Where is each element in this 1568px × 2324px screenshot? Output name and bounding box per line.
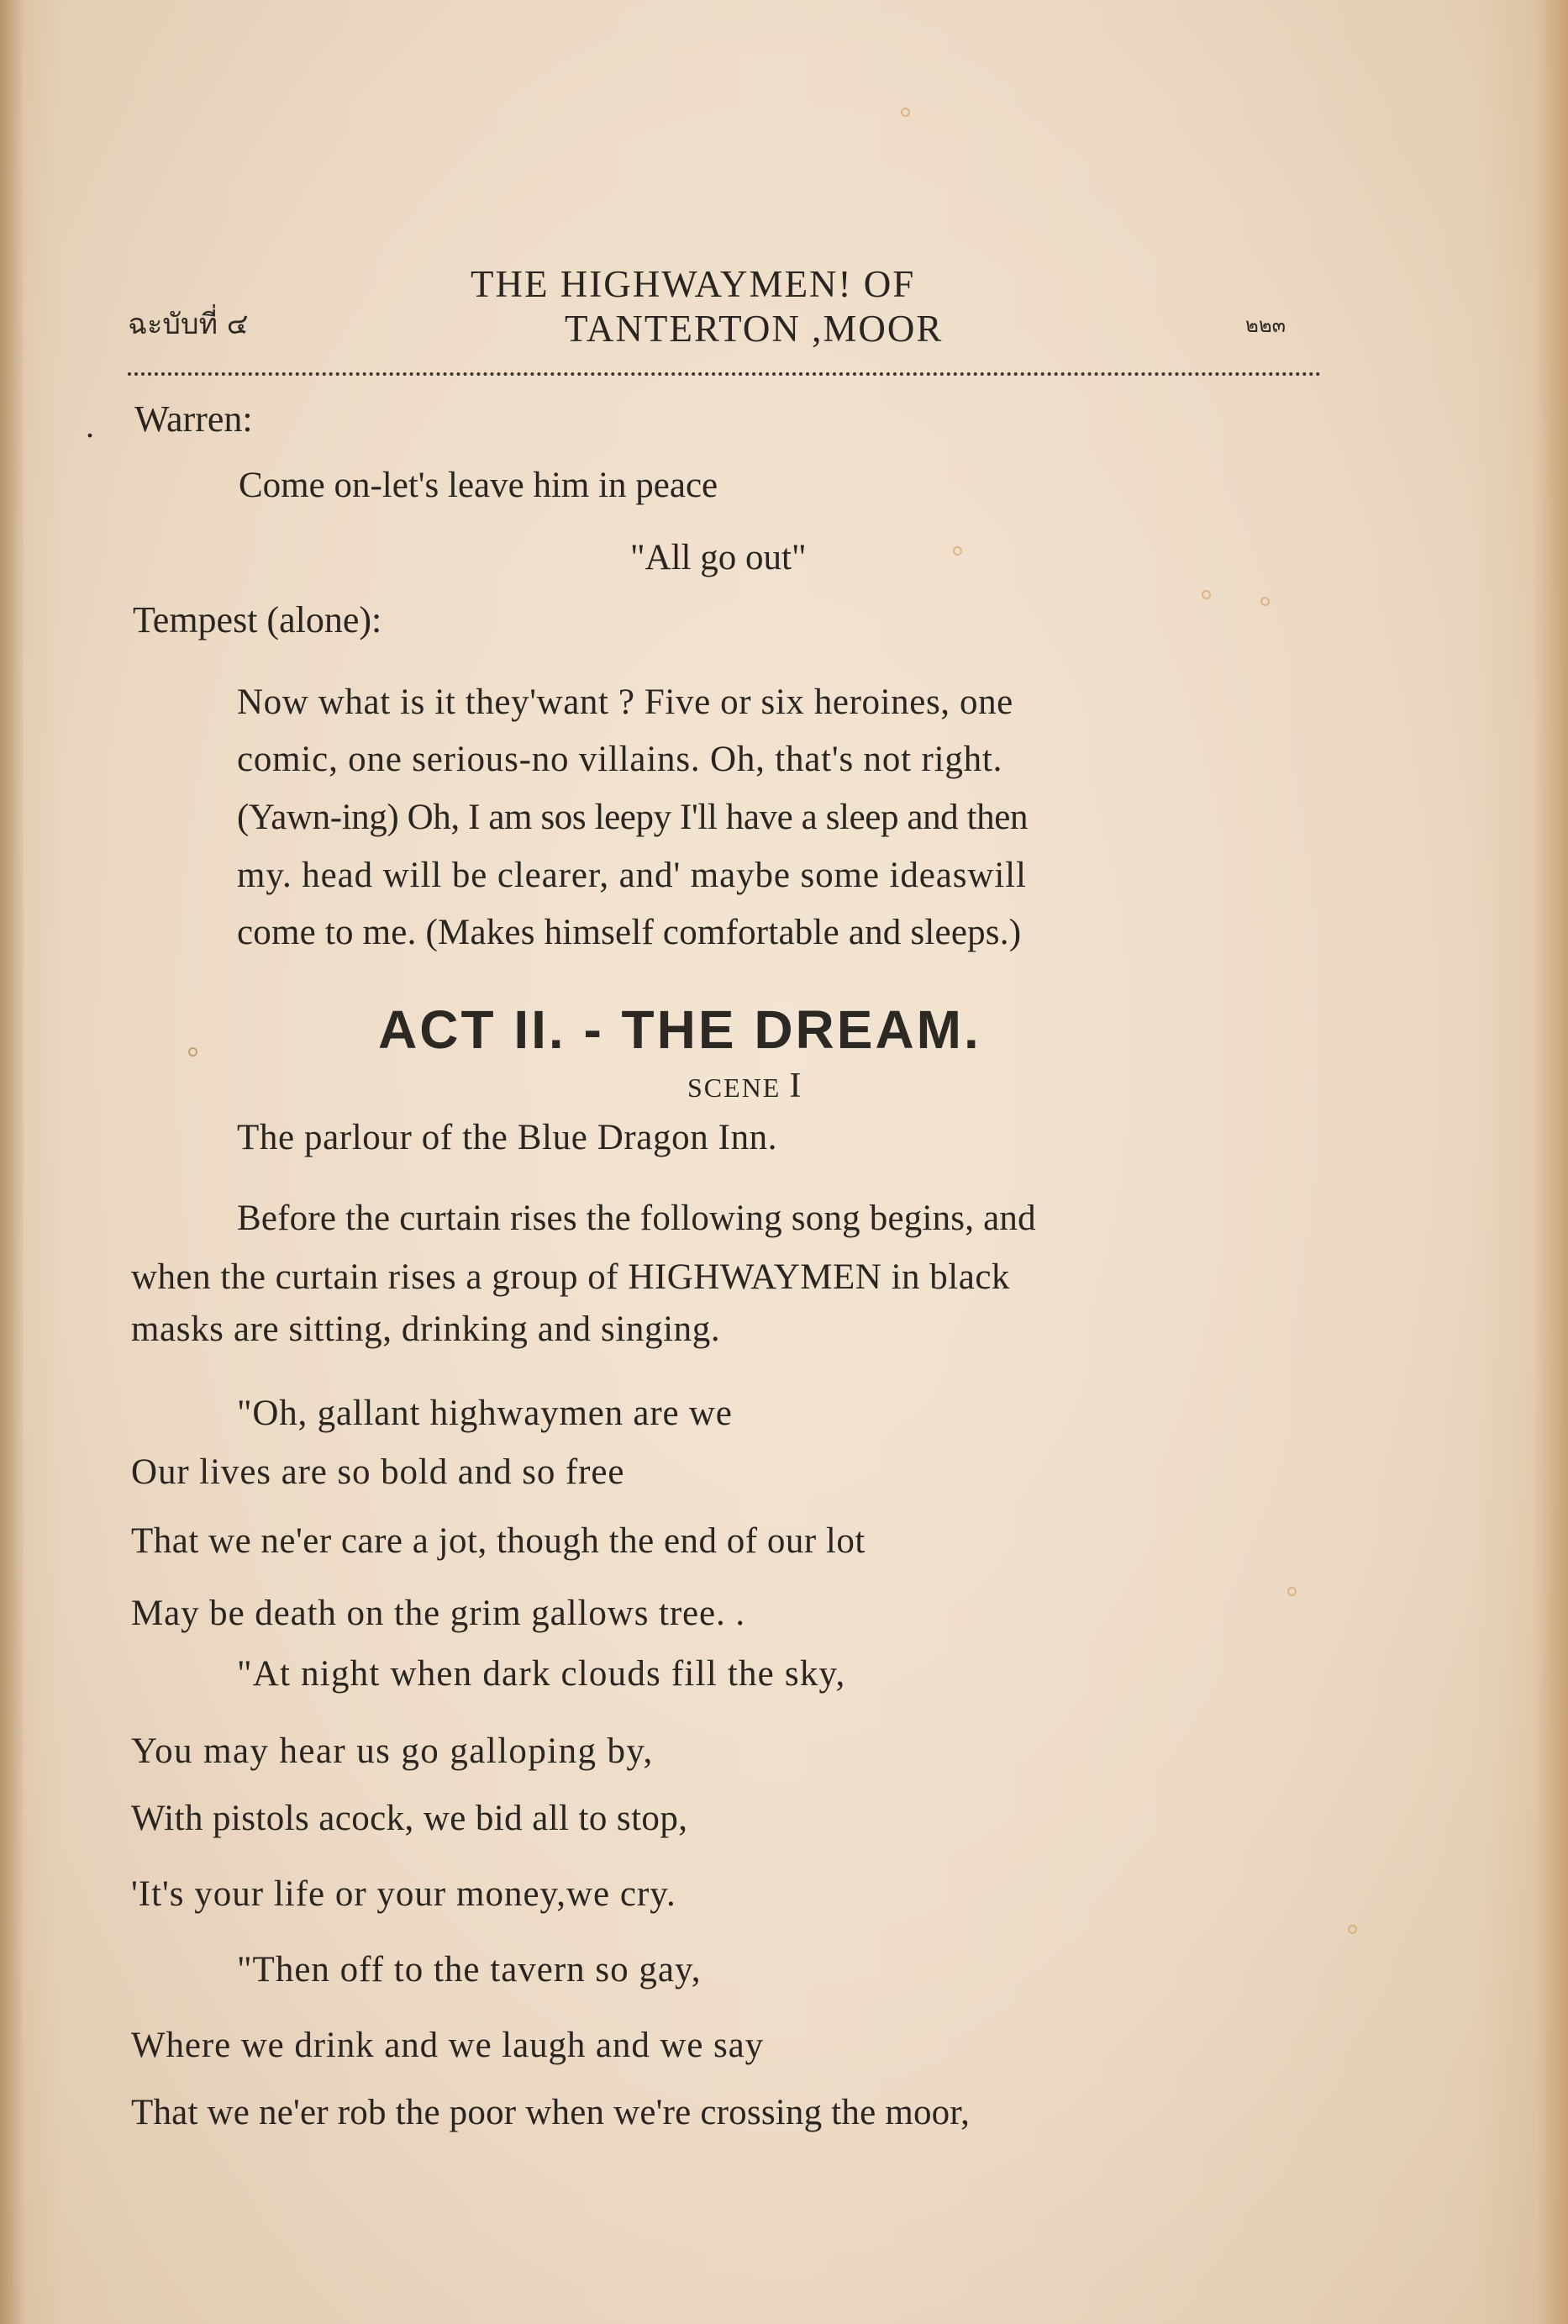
paper-speck [1260,597,1270,606]
scene-label: SCENE [687,1072,781,1103]
dialogue-line: Come on-let's leave him in peace [239,466,718,505]
song-line: "At night when dark clouds fill the sky, [237,1654,846,1694]
speaker-warren: Warren: [134,398,253,440]
intro-line: Before the curtain rises the following song begins, and [237,1199,1036,1238]
stage-direction: "All go out" [630,538,807,577]
song-line: That we ne'er care a jot, though the end of our lot [131,1521,866,1561]
scene-setting: The parlour of the Blue Dragon Inn. [237,1118,778,1157]
song-line: You may hear us go galloping by, [131,1731,654,1771]
tempest-line: my. head will be clearer, and' maybe some ideaswill [237,856,1027,895]
tempest-line: come to me. (Makes himself comfortable and sleeps.) [237,913,1022,952]
song-line: With pistols acock, we bid all to stop, [131,1799,688,1838]
tempest-line: comic, one serious-no villains. Oh, that's not right. [237,740,1003,779]
page-edge-left [0,0,24,2324]
song-line: "Oh, gallant highwaymen are we [237,1394,733,1433]
paper-speck [1202,590,1211,599]
paper-speck [1287,1587,1297,1596]
page-edge-right [1534,0,1568,2324]
paper-speck [953,546,962,556]
paper-speck [188,1047,197,1057]
thai-page-number: ๒๒๓ [1245,314,1286,337]
margin-dot: . [86,407,94,445]
paper-speck [901,108,910,117]
scene-number: I [789,1067,803,1105]
header-dotted-rule [128,372,1321,376]
song-line: May be death on the grim gallows tree. . [131,1594,745,1633]
paper-speck [1348,1925,1357,1934]
intro-line: when the curtain rises a group of HIGHWAYMEN in black [131,1257,1010,1297]
speaker-tempest: Tempest (alone): [133,599,382,640]
song-line: "Then off to the tavern so gay, [237,1950,702,1989]
intro-line: masks are sitting, drinking and singing. [131,1310,721,1349]
tempest-line: Now what is it they'want ? Five or six heroines, one [237,682,1013,722]
scene-heading [687,1066,802,1106]
song-line: 'It's your life or your money,we cry. [131,1874,676,1914]
running-header-title [471,262,1059,351]
act-title: ACT II. - THE DREAM. [378,999,981,1060]
song-line: Where we drink and we laugh and we say [131,2026,764,2065]
header-title-line-1: THE HIGHWAYMEN! OF [471,263,916,305]
thai-issue-label: ฉะบับที่ ๔ [128,308,249,341]
song-line: Our lives are so bold and so free [131,1452,625,1492]
song-line: That we ne'er rob the poor when we're crossing the moor, [131,2093,971,2132]
header-title-line-2: TANTERTON ,MOOR [565,308,944,350]
tempest-line: (Yawn-ing) Oh, I am sos leepy I'll have a sleep and then [237,798,1029,837]
